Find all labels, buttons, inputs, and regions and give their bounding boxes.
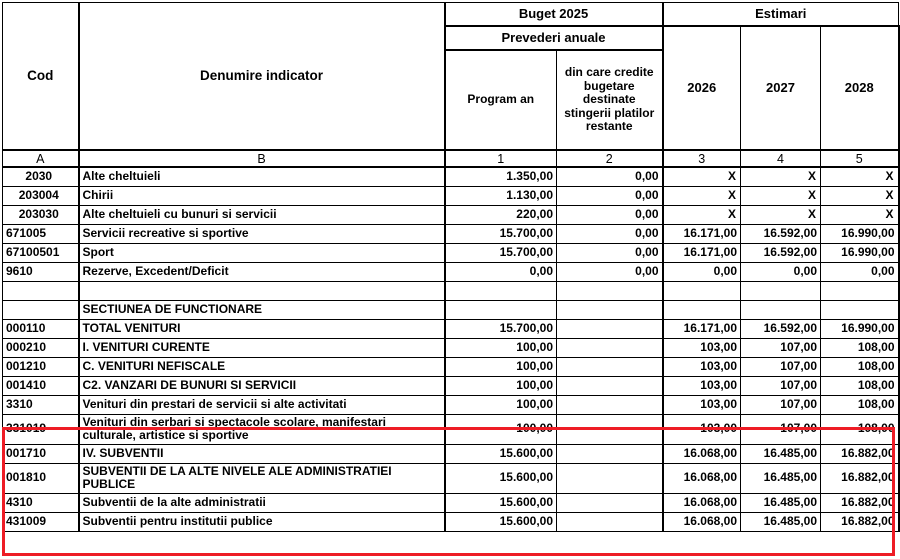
cell-denumire	[79, 281, 445, 300]
table-row[interactable]	[3, 224, 899, 243]
cell-program-an: 220,00	[445, 205, 557, 224]
cell-estimare-2027: X	[741, 205, 821, 224]
cell-denumire: Subventii pentru institutii publice	[79, 512, 445, 531]
index-cell-4: 4	[741, 150, 821, 167]
cell-cod: 001210	[3, 357, 79, 376]
cell-credite-restante: 0,00	[557, 262, 663, 281]
cell-estimare-2028: X	[821, 167, 899, 186]
table-row[interactable]	[3, 262, 899, 281]
cell-estimare-2027: 107,00	[741, 414, 821, 444]
table-body	[3, 167, 899, 531]
cell-denumire: Chirii	[79, 186, 445, 205]
cell-denumire: IV. SUBVENTII	[79, 444, 445, 463]
table-row[interactable]	[3, 186, 899, 205]
cell-credite-restante	[557, 463, 663, 493]
cell-estimare-2026: 16.171,00	[663, 319, 741, 338]
cell-estimare-2027: 16.485,00	[741, 493, 821, 512]
cell-estimare-2026: 103,00	[663, 357, 741, 376]
table-row[interactable]	[3, 414, 899, 444]
cell-program-an: 15.700,00	[445, 224, 557, 243]
cell-estimare-2026	[663, 300, 741, 319]
cell-denumire: Sport	[79, 243, 445, 262]
table-row[interactable]	[3, 357, 899, 376]
index-cell-5: 5	[821, 150, 899, 167]
cell-estimare-2028	[821, 300, 899, 319]
cell-estimare-2026: 16.068,00	[663, 463, 741, 493]
cell-estimare-2027: 107,00	[741, 357, 821, 376]
cell-program-an	[445, 281, 557, 300]
table-row[interactable]	[3, 376, 899, 395]
cell-program-an: 15.600,00	[445, 463, 557, 493]
col-header-2026: 2026	[663, 26, 741, 150]
cell-estimare-2028: 16.990,00	[821, 224, 899, 243]
cell-estimare-2026: 16.068,00	[663, 493, 741, 512]
cell-estimare-2028: 108,00	[821, 338, 899, 357]
cell-estimare-2028: 16.882,00	[821, 463, 899, 493]
cell-estimare-2027: 16.485,00	[741, 463, 821, 493]
cell-estimare-2028: 16.882,00	[821, 444, 899, 463]
cell-estimare-2028: X	[821, 205, 899, 224]
cell-estimare-2026: 16.068,00	[663, 444, 741, 463]
cell-cod: 000210	[3, 338, 79, 357]
cell-cod: 001710	[3, 444, 79, 463]
table-row[interactable]	[3, 463, 899, 493]
cell-estimare-2028: 16.990,00	[821, 319, 899, 338]
cell-program-an: 15.700,00	[445, 243, 557, 262]
cell-credite-restante	[557, 512, 663, 531]
index-cell-a: A	[3, 150, 79, 167]
cell-cod: 67100501	[3, 243, 79, 262]
cell-credite-restante	[557, 414, 663, 444]
cell-program-an: 100,00	[445, 338, 557, 357]
cell-estimare-2028: 0,00	[821, 262, 899, 281]
cell-estimare-2027	[741, 300, 821, 319]
cell-cod: 001810	[3, 463, 79, 493]
col-header-2028: 2028	[821, 26, 899, 150]
table-row[interactable]	[3, 395, 899, 414]
table-row[interactable]	[3, 300, 899, 319]
cell-denumire: Alte cheltuieli cu bunuri si servicii	[79, 205, 445, 224]
cell-estimare-2026: X	[663, 186, 741, 205]
cell-estimare-2026: 103,00	[663, 395, 741, 414]
cell-credite-restante	[557, 444, 663, 463]
cell-denumire: Servicii recreative si sportive	[79, 224, 445, 243]
cell-estimare-2028: 108,00	[821, 395, 899, 414]
col-header-din-care-credite: din care credite bugetare destinate stingerii platilor restante	[557, 50, 663, 150]
col-header-denumire: Denumire indicator	[79, 3, 445, 151]
index-cell-3: 3	[663, 150, 741, 167]
cell-credite-restante: 0,00	[557, 167, 663, 186]
cell-program-an: 1.350,00	[445, 167, 557, 186]
column-index-row	[3, 150, 899, 167]
cell-cod: 4310	[3, 493, 79, 512]
cell-denumire: Alte cheltuieli	[79, 167, 445, 186]
cell-denumire: SECTIUNEA DE FUNCTIONARE	[79, 300, 445, 319]
cell-cod: 2030	[3, 167, 79, 186]
cell-credite-restante	[557, 300, 663, 319]
cell-denumire: C. VENITURI NEFISCALE	[79, 357, 445, 376]
cell-program-an: 100,00	[445, 357, 557, 376]
cell-estimare-2027: 107,00	[741, 338, 821, 357]
cell-estimare-2026: 103,00	[663, 376, 741, 395]
cell-program-an: 1.130,00	[445, 186, 557, 205]
col-header-prevederi-anuale: Prevederi anuale	[445, 26, 663, 50]
cell-estimare-2027: 16.485,00	[741, 444, 821, 463]
cell-estimare-2027: 107,00	[741, 395, 821, 414]
cell-estimare-2027: X	[741, 186, 821, 205]
table-row[interactable]	[3, 281, 899, 300]
cell-cod: 000110	[3, 319, 79, 338]
cell-estimare-2026: X	[663, 205, 741, 224]
table-row[interactable]	[3, 444, 899, 463]
index-cell-b: B	[79, 150, 445, 167]
cell-estimare-2027: 16.592,00	[741, 243, 821, 262]
cell-credite-restante	[557, 357, 663, 376]
cell-denumire: Subventii de la alte administratii	[79, 493, 445, 512]
cell-cod: 3310	[3, 395, 79, 414]
table-row[interactable]	[3, 319, 899, 338]
table-row[interactable]	[3, 205, 899, 224]
cell-program-an: 100,00	[445, 376, 557, 395]
cell-program-an: 15.600,00	[445, 444, 557, 463]
cell-program-an: 100,00	[445, 395, 557, 414]
header-row-groups	[3, 3, 899, 27]
cell-estimare-2026: 0,00	[663, 262, 741, 281]
cell-credite-restante: 0,00	[557, 205, 663, 224]
cell-estimare-2028	[821, 281, 899, 300]
cell-credite-restante	[557, 338, 663, 357]
cell-estimare-2027: 107,00	[741, 376, 821, 395]
cell-denumire: TOTAL VENITURI	[79, 319, 445, 338]
table-row[interactable]	[3, 493, 899, 512]
cell-estimare-2028: X	[821, 186, 899, 205]
cell-estimare-2028: 16.882,00	[821, 512, 899, 531]
cell-estimare-2028: 108,00	[821, 357, 899, 376]
cell-cod: 001410	[3, 376, 79, 395]
cell-estimare-2026: 16.068,00	[663, 512, 741, 531]
cell-cod: 671005	[3, 224, 79, 243]
col-header-program-an: Program an	[445, 50, 557, 150]
cell-cod: 203004	[3, 186, 79, 205]
cell-estimare-2026: 16.171,00	[663, 224, 741, 243]
cell-denumire: Venituri din serbari si spectacole scolare, manifestari culturale, artistice si sportive	[79, 414, 445, 444]
cell-credite-restante	[557, 281, 663, 300]
cell-estimare-2027: X	[741, 167, 821, 186]
cell-denumire: I. VENITURI CURENTE	[79, 338, 445, 357]
cell-program-an	[445, 300, 557, 319]
cell-credite-restante: 0,00	[557, 186, 663, 205]
cell-program-an: 15.600,00	[445, 512, 557, 531]
cell-denumire: SUBVENTII DE LA ALTE NIVELE ALE ADMINISTRATIEI PUBLICE	[79, 463, 445, 493]
table-row[interactable]	[3, 167, 899, 186]
col-header-2027: 2027	[741, 26, 821, 150]
cell-program-an: 15.600,00	[445, 493, 557, 512]
cell-cod: 331019	[3, 414, 79, 444]
cell-estimare-2027: 16.592,00	[741, 319, 821, 338]
cell-cod	[3, 281, 79, 300]
cell-credite-restante	[557, 395, 663, 414]
cell-estimare-2027: 16.485,00	[741, 512, 821, 531]
cell-credite-restante	[557, 319, 663, 338]
table-row[interactable]	[3, 338, 899, 357]
cell-credite-restante	[557, 493, 663, 512]
table-row[interactable]	[3, 512, 899, 531]
cell-denumire: Venituri din prestari de servicii si alte activitati	[79, 395, 445, 414]
cell-credite-restante: 0,00	[557, 243, 663, 262]
cell-credite-restante	[557, 376, 663, 395]
cell-program-an: 15.700,00	[445, 319, 557, 338]
cell-estimare-2028: 16.990,00	[821, 243, 899, 262]
cell-estimare-2026: 103,00	[663, 338, 741, 357]
index-cell-1: 1	[445, 150, 557, 167]
cell-cod: 431009	[3, 512, 79, 531]
cell-program-an: 0,00	[445, 262, 557, 281]
cell-denumire: C2. VANZARI DE BUNURI SI SERVICII	[79, 376, 445, 395]
index-cell-2: 2	[557, 150, 663, 167]
cell-estimare-2028: 16.882,00	[821, 493, 899, 512]
cell-estimare-2027: 0,00	[741, 262, 821, 281]
cell-program-an: 100,00	[445, 414, 557, 444]
col-header-buget-2025: Buget 2025	[445, 3, 663, 27]
cell-estimare-2027: 16.592,00	[741, 224, 821, 243]
cell-estimare-2027	[741, 281, 821, 300]
cell-cod	[3, 300, 79, 319]
table-row[interactable]	[3, 243, 899, 262]
cell-estimare-2026: 16.171,00	[663, 243, 741, 262]
cell-estimare-2026	[663, 281, 741, 300]
cell-estimare-2028: 108,00	[821, 376, 899, 395]
budget-table	[2, 2, 900, 532]
cell-denumire: Rezerve, Excedent/Deficit	[79, 262, 445, 281]
col-header-cod: Cod	[3, 3, 79, 151]
cell-estimare-2026: 103,00	[663, 414, 741, 444]
cell-cod: 9610	[3, 262, 79, 281]
cell-estimare-2026: X	[663, 167, 741, 186]
col-header-estimari: Estimari	[663, 3, 899, 27]
table-header	[3, 3, 899, 168]
cell-estimare-2028: 108,00	[821, 414, 899, 444]
cell-cod: 203030	[3, 205, 79, 224]
cell-credite-restante: 0,00	[557, 224, 663, 243]
